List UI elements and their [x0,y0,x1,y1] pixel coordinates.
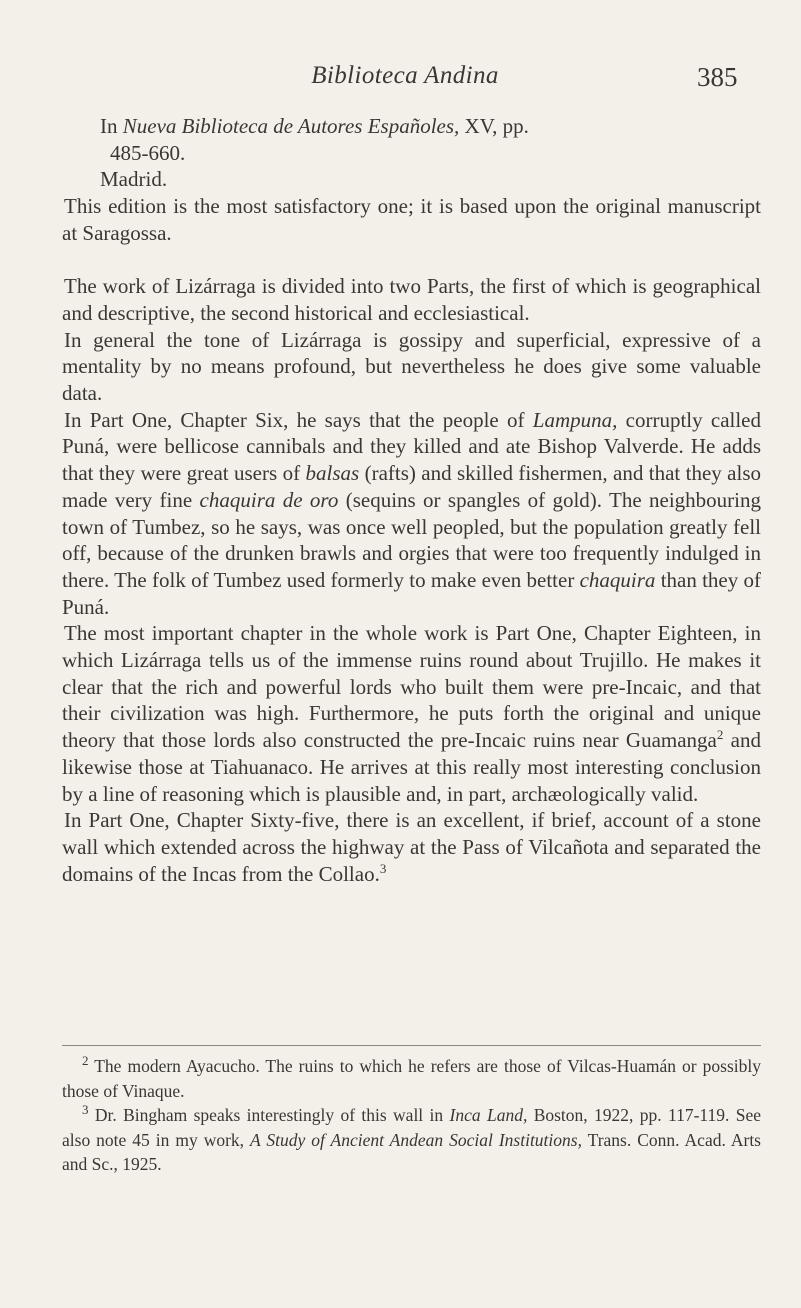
paragraph-chapter-eighteen [62,620,761,807]
paragraph-edition: This edition is the most satisfactory one; it is based upon the original manuscript at Saragossa. [62,194,761,245]
text-run: In Part One, Chapter Six, he says that the people of [64,407,525,432]
term-balsas: balsas [305,461,360,486]
footnote-text: Trans. Conn. Acad. Arts and Sc., 1925. [62,1129,761,1174]
page-number: 385 [697,62,738,92]
footnote-3 [62,1103,761,1177]
footnote-ref-2[interactable]: 2 [716,727,724,743]
footnote-mark: 3 [82,1102,89,1118]
paragraph-chapter-six [62,407,761,621]
title-inca-land: Inca Land, [449,1105,528,1125]
citation [100,113,761,193]
text-run: (sequins or spangles of gold). The neighbouring town of Tumbez, so he says, was once well peopled, but the population greatly fell off, because of the drunken brawls and orgies that were too frequently indulged in there. The folk of Tumbez used formerly to make even better [62,487,762,592]
paragraph-chapter-sixty-five [62,807,761,887]
running-title: Biblioteca Andina [311,62,499,89]
text-run: than they of Puná. [62,567,762,619]
page-header [0,62,801,102]
body-text [62,113,761,887]
term-chaquira: chaquira [579,567,656,592]
title-study: A Study of Ancient Andean Social Institutions, [250,1129,582,1150]
citation-place: Madrid. [100,167,168,192]
footnote-ref-3[interactable]: 3 [379,860,387,876]
citation-prefix: In [100,114,118,138]
text-run: and likewise those at Tiahuanaco. He arrives at this really most interesting conclusion by a line of reasoning which is plausible and, in part, archæologically valid. [62,728,761,806]
footnotes [62,1054,761,1177]
footnote-mark: 2 [82,1053,89,1069]
text-run: In Part One, Chapter Sixty-five, there is an excellent, if brief, account of a stone wall which extended across the highway at the Pass of Vilcañota and separated the domains of the Incas from the Collao. [62,808,761,886]
term-chaquira-de-oro: chaquira de oro [199,487,339,512]
text-run: The most important chapter in the whole work is Part One, Chapter Eighteen, in which Lizárraga tells us of the immense ruins round about Trujillo. He makes it clear that the rich and powerful lords who built them were pre-Incaic, and that their civilization was high. Furthermore, he puts forth the original and unique theory that those lords also constructed the pre-Incaic ruins near Guamanga [62,621,761,753]
footnote-2 [62,1054,761,1103]
term-lampuna: Lampuna, [532,407,618,432]
text-run: (rafts) and skilled fishermen, and that they also made very fine [62,461,762,512]
citation-pages: 485-660. [110,140,186,165]
text-run: corruptly called Puná, were bellicose cannibals and they killed and ate Bishop Valverde. He adds that they were great users of [62,407,762,486]
footnote-text: The modern Ayacucho. The ruins to which he refers are those of Vilcas-Huamán or possibly those of Vinaque. [62,1056,762,1101]
paragraph-parts: The work of Lizárraga is divided into two Parts, the first of which is geographical and descriptive, the second historical and ecclesiastical. [62,274,761,325]
paragraph-tone: In general the tone of Lizárraga is gossipy and superficial, expressive of a mentality by no means profound, but nevertheless he does give some valuable data. [62,327,761,406]
citation-line-1 [100,113,761,140]
paragraph-gap [62,247,761,274]
citation-title: Nueva Biblioteca de Autores Españoles, [122,114,460,138]
footnote-text: Boston, 1922, pp. 117-119. See also note 45 in my work, [62,1105,762,1150]
footnote-text: Dr. Bingham speaks interestingly of this wall in [94,1105,444,1125]
citation-suffix: XV, pp. [464,114,529,138]
footnote-divider [62,1045,761,1046]
